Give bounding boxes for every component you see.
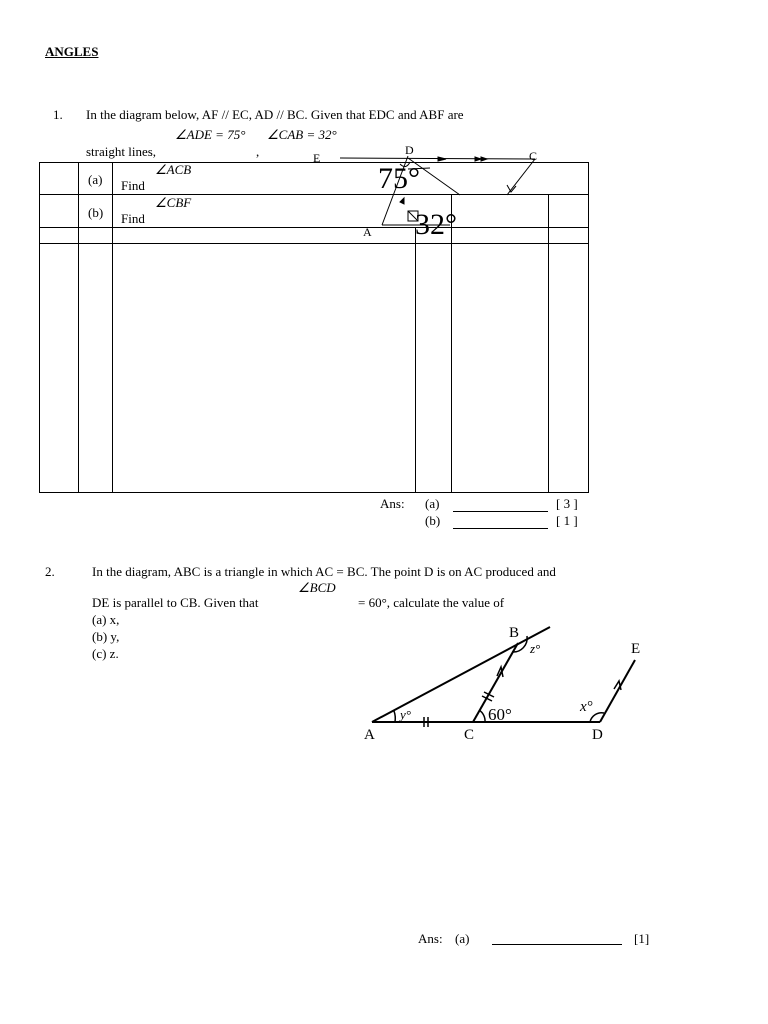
q2-diagram-label-a: A xyxy=(364,727,375,742)
q1-diagram-label-a: A xyxy=(363,225,372,239)
q1-marks-b: [ 1 ] xyxy=(556,513,578,528)
q1-part-a-text: Find xyxy=(121,178,145,193)
q2-text-line2a: DE is parallel to CB. Given that xyxy=(92,595,259,610)
q2-diagram-label-c: C xyxy=(464,727,475,742)
q2-ans-label: Ans: xyxy=(418,931,443,946)
q1-ans-b-label: (b) xyxy=(425,513,441,528)
q1-diagram-label-d: D xyxy=(405,143,414,157)
q1-comma: , xyxy=(256,144,260,159)
q1-diagram xyxy=(300,138,560,243)
q1-diagram-angle-75: 75° xyxy=(378,162,420,195)
q2-diagram-angle-y: y° xyxy=(400,707,411,722)
q1-text-line1: In the diagram below, AF // EC, AD // BC. Given that EDC and ABF are xyxy=(86,107,464,122)
page-title: ANGLES xyxy=(45,44,99,59)
q1-diagram-label-e: E xyxy=(313,151,321,165)
q1-given-ade: ∠ADE = 75° xyxy=(175,127,246,142)
q2-diagram-angle-60: 60° xyxy=(488,705,512,724)
q2-diagram-angle-z: z° xyxy=(530,641,541,656)
q1-part-a-label: (a) xyxy=(88,172,103,187)
q2-part-a: (a) x, xyxy=(92,612,120,627)
q2-number: 2. xyxy=(45,564,55,579)
q1-ans-label: Ans: xyxy=(380,496,405,511)
q1-ans-a-label: (a) xyxy=(425,496,440,511)
q2-diagram-label-e: E xyxy=(631,641,641,657)
q1-ans-b-line[interactable] xyxy=(453,528,548,529)
q2-part-b: (b) y, xyxy=(92,629,120,644)
q1-given-cab: ∠CAB = 32° xyxy=(267,127,337,142)
q2-angle-bcd: ∠BCD xyxy=(298,580,336,595)
q1-part-b-label: (b) xyxy=(88,205,104,220)
q1-diagram-angle-32: 32° xyxy=(415,208,457,241)
q2-diagram xyxy=(360,618,680,742)
q2-diagram-angle-x: x° xyxy=(580,699,593,715)
q2-text-line1: In the diagram, ABC is a triangle in which AC = BC. The point D is on AC produced and xyxy=(92,564,556,579)
q1-part-a-math: ∠ACB xyxy=(155,162,192,177)
q1-number: 1. xyxy=(53,107,63,122)
q1-part-b-text: Find xyxy=(121,211,145,226)
q2-ans-a-line[interactable] xyxy=(492,944,622,945)
q1-marks-a: [ 3 ] xyxy=(556,496,578,511)
q2-diagram-label-d: D xyxy=(592,727,603,742)
q1-text-line2: straight lines, xyxy=(86,144,157,159)
q2-part-c: (c) z. xyxy=(92,646,119,661)
q1-diagram-label-c: C xyxy=(529,149,538,163)
q2-text-line2b: = 60°, calculate the value of xyxy=(358,595,505,610)
q2-ans-a-label: (a) xyxy=(455,931,470,946)
q2-diagram-label-b: B xyxy=(509,625,520,641)
q1-ans-a-line[interactable] xyxy=(453,511,548,512)
q1-part-b-math: ∠CBF xyxy=(155,195,192,210)
q2-marks-a: [1] xyxy=(634,931,650,946)
